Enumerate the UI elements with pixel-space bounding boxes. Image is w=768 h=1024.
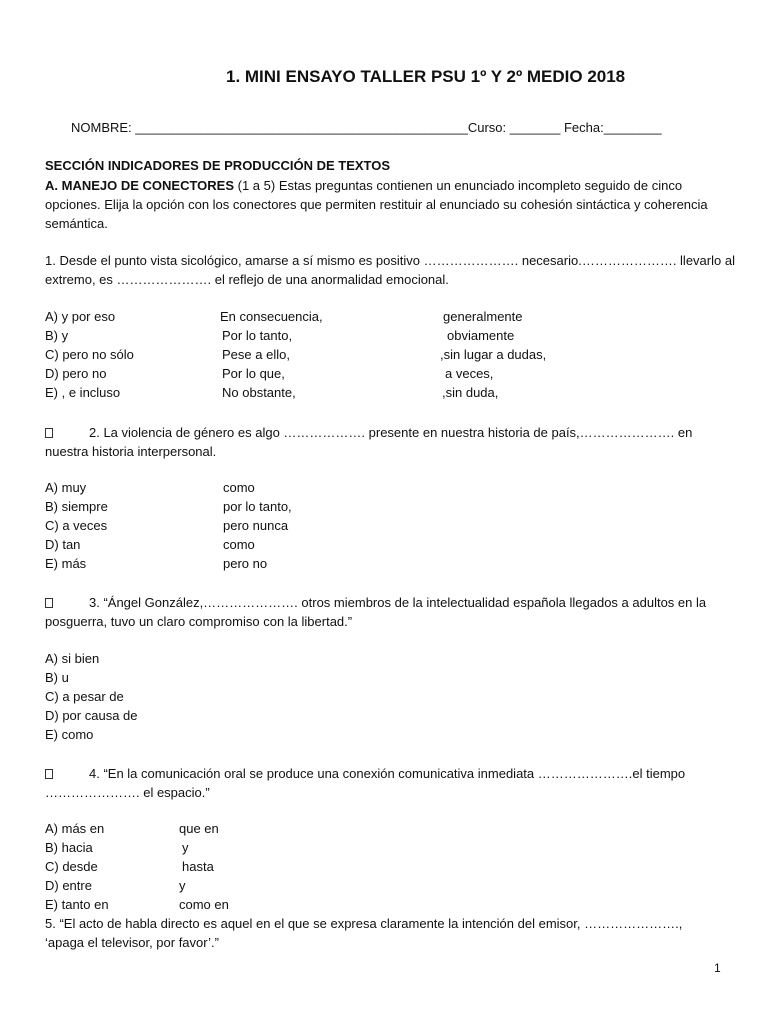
part-a-text: Estas preguntas contienen un enunciado incompleto seguido de cinco opciones. Elija la opción con los conectores que permiten restituir al enunciado su cohesión sintáctica y coherencia semántica.	[45, 178, 708, 231]
q2-option-e-1: E) más	[45, 556, 87, 571]
q1-option-b-3: obviamente	[447, 328, 515, 343]
q2-option-d-1: D) tan	[45, 537, 81, 552]
q1-option-a-3: generalmente	[443, 309, 523, 324]
q1-option-a-1: A) y por eso	[45, 309, 116, 324]
q2-option-d-2: como	[223, 537, 255, 552]
q2-option-c-2: pero nunca	[223, 518, 289, 533]
missing-glyph-icon	[45, 428, 53, 438]
question-2-block	[45, 423, 735, 461]
q1-option-c-3: ,sin lugar a dudas,	[440, 347, 547, 362]
q1-option-d-2: Por lo que,	[222, 366, 285, 381]
q1-option-c-1: C) pero no sólo	[45, 347, 134, 362]
question-4-text: 4. “En la comunicación oral se produce una conexión comunicativa inmediata ………………….el tiempo …………………. el espacio.”	[45, 766, 686, 800]
q3-option-e: E) como	[45, 727, 94, 742]
question-3-block	[45, 593, 735, 631]
q4-option-a-2: que en	[179, 821, 219, 836]
q1-option-a-2: En consecuencia,	[220, 309, 323, 324]
q2-option-e-2: pero no	[223, 556, 268, 571]
q4-option-d-1: D) entre	[45, 878, 92, 893]
q2-option-c-1: C) a veces	[45, 518, 108, 533]
section-title: SECCIÓN INDICADORES DE PRODUCCIÓN DE TEXTOS	[45, 158, 391, 173]
q2-option-b-1: B) siempre	[45, 499, 108, 514]
q3-option-d: D) por causa de	[45, 708, 138, 723]
q2-option-a-1: A) muy	[45, 480, 87, 495]
q1-option-e-3: ,sin duda,	[442, 385, 499, 400]
q4-option-c-1: C) desde	[45, 859, 98, 874]
question-4-block	[45, 764, 735, 802]
part-a-instructions	[45, 176, 735, 233]
question-1-text: 1. Desde el punto vista sicológico, amarse a sí mismo es positivo …………………. necesario.…………………. llevarlo al extremo, es …………………. el reflejo de una anormalidad emocional.	[45, 253, 735, 287]
missing-glyph-icon	[45, 598, 53, 608]
student-info-line: NOMBRE: ______________________________________________Curso: _______ Fecha:________	[71, 120, 662, 135]
q1-option-d-1: D) pero no	[45, 366, 107, 381]
missing-glyph-icon	[45, 769, 53, 779]
q4-option-d-2: y	[179, 878, 186, 893]
q3-option-a: A) si bien	[45, 651, 100, 666]
q2-option-b-2: por lo tanto,	[223, 499, 292, 514]
q1-option-e-2: No obstante,	[222, 385, 296, 400]
question-5-text-line2: ‘apaga el televisor, por favor’.”	[45, 935, 219, 950]
q1-option-e-1: E) , e incluso	[45, 385, 121, 400]
q1-option-b-1: B) y	[45, 328, 69, 343]
q1-option-b-2: Por lo tanto,	[222, 328, 293, 343]
q4-option-b-2: y	[182, 840, 189, 855]
q1-option-d-3: a veces,	[445, 366, 494, 381]
question-5-text: 5. “El acto de habla directo es aquel en el que se expresa claramente la intención del emisor, ………………….,	[45, 916, 683, 931]
q4-option-b-1: B) hacia	[45, 840, 93, 855]
page-number: 1	[714, 961, 721, 975]
q4-option-e-2: como en	[179, 897, 229, 912]
question-3-text: 3. “Ángel González,…………………. otros miembros de la intelectualidad española llegados a adultos en la posguerra, tuvo un claro compromiso con la libertad.”	[45, 595, 707, 629]
question-2-text: 2. La violencia de género es algo ………………. presente en nuestra historia de país,…………………. en nuestra historia interpersonal.	[45, 425, 693, 459]
q1-option-c-2: Pese a ello,	[222, 347, 290, 362]
document-title: 1. MINI ENSAYO TALLER PSU 1º Y 2º MEDIO 2018	[226, 67, 626, 86]
part-a-heading: A. MANEJO DE CONECTORES	[45, 178, 235, 193]
q4-option-c-2: hasta	[182, 859, 214, 874]
part-a-range: (1 a 5)	[234, 178, 276, 193]
q4-option-a-1: A) más en	[45, 821, 105, 836]
q4-option-e-1: E) tanto en	[45, 897, 109, 912]
q3-option-b: B) u	[45, 670, 69, 685]
q2-option-a-2: como	[223, 480, 255, 495]
q3-option-c: C) a pesar de	[45, 689, 124, 704]
